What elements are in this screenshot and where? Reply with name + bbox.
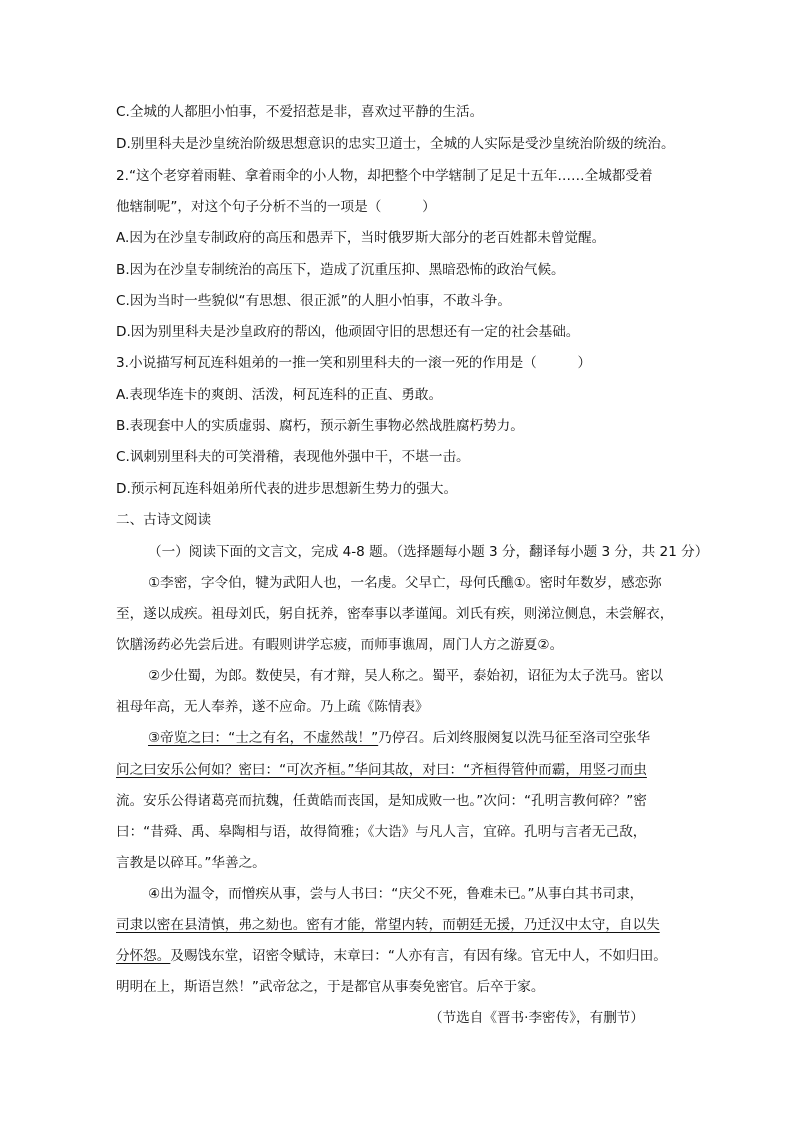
q2-option-a: A.因为在沙皇专制政府的高压和愚弄下，当时俄罗斯大部分的老百姓都未曾觉醒。 <box>116 230 606 246</box>
q3-option-a: A.表现华连卡的爽朗、活泼，柯瓦连科的正直、勇敢。 <box>116 387 443 403</box>
q3-option-b: B.表现套中人的实质虚弱、腐朽，预示新生事物必然战胜腐朽势力。 <box>116 418 524 434</box>
q3-option-c: C.讽刺别里科夫的可笑滑稽，表现他外强中干，不堪一击。 <box>116 449 470 465</box>
passage-p3-line1 <box>148 728 774 748</box>
section-intro: （一）阅读下面的文言文，完成 4-8 题。（选择题每小题 3 分，翻译每小题 3 分，共 21 分） <box>148 544 709 560</box>
passage-p4-line3 <box>116 946 774 966</box>
passage-p3-line4: 曰：“昔舜、禹、皋陶相与语，故得简雅；《大诰》与凡人言，宜碎。孔明与言者无己敌， <box>116 824 647 840</box>
q1-option-d: D.别里科夫是沙皇统治阶级思想意识的忠实卫道士，全城的人实际是受沙皇统治阶级的统治。 <box>116 136 675 152</box>
underlined-phrase: 分怀怨。 <box>116 948 171 964</box>
section-heading: 二、古诗文阅读 <box>116 512 212 528</box>
q2-stem-line2: 他辖制呢”，对这个句子分析不当的一项是（ ） <box>116 199 436 215</box>
passage-p4-line1: ④出为温令，而憎疾从事，尝与人书曰：“庆父不死，鲁难未已。”从事白其书司隶， <box>148 886 644 902</box>
passage-p1-line1: ①李密，字令伯，犍为武阳人也，一名虔。父早亡，母何氏醮①。密时年数岁，感恋弥 <box>148 575 662 591</box>
passage-p1-line3: 饮膳汤药必先尝后进。有暇则讲学忘疲，而师事谯周，周门人方之游夏②。 <box>116 637 564 653</box>
q2-stem-line1: 2.“这个老穿着雨鞋、拿着雨伞的小人物，却把整个中学辖制了足足十五年……全城都受着 <box>116 168 653 184</box>
passage-p4-line4: 明明在上，斯语岂然！”武帝忿之，于是都官从事奏免密官。后卒于家。 <box>116 979 545 995</box>
passage-p4-line3-rest: 及赐饯东堂，诏密令赋诗，末章曰：“人亦有言，有因有缘。官无中人，不如归田。 <box>170 948 667 964</box>
passage-p4-line2: 司隶以密在县清慎，弗之劾也。密有才能，常望内转，而朝廷无援，乃迁汉中太守，自以失 <box>116 917 660 933</box>
q2-option-d: D.因为别里科夫是沙皇政府的帮凶，他顽固守旧的思想还有一定的社会基础。 <box>116 324 580 340</box>
passage-p2-line2: 祖母年高，无人奉养，遂不应命。乃上疏《陈情表》 <box>116 699 429 715</box>
passage-p3-line5: 言教是以碎耳。”华善之。 <box>116 855 266 871</box>
passage-p2-line1: ②少仕蜀，为郎。数使吴，有才辩，吴人称之。蜀平，泰始初，诏征为太子洗马。密以 <box>148 668 664 684</box>
underlined-quote: ③帝览之曰：“士之有名，不虚然哉！” <box>148 730 379 746</box>
q3-stem: 3.小说描写柯瓦连科姐弟的一推一笑和别里科夫的一滚一死的作用是（ ） <box>116 355 592 371</box>
passage-p1-line2: 至，遂以成疾。祖母刘氏，躬自抚养，密奉事以孝谨闻。刘氏有疾，则涕泣侧息，未尝解衣， <box>116 606 674 622</box>
q1-option-c: C.全城的人都胆小怕事，不爱招惹是非，喜欢过平静的生活。 <box>116 104 484 120</box>
passage-p3-line1-rest: 乃停召。后刘终服阕复以洗马征至洛司空张华 <box>378 730 651 746</box>
q2-option-b: B.因为在沙皇专制统治的高压下，造成了沉重压抑、黑暗恐怖的政治气候。 <box>116 262 565 278</box>
passage-p3-line2: 问之曰安乐公何如？密曰：“可次齐桓。”华问其故，对曰：“齐桓得管仲而霸，用竖刁而虫 <box>116 762 647 778</box>
passage-source: （节选自《晋书·李密传》，有删节） <box>428 1010 644 1026</box>
passage-p3-line3: 流。安乐公得诸葛亮而抗魏，任黄皓而丧国，是知成败一也。”次问：“孔明言教何碎？”密 <box>116 793 647 809</box>
q2-option-c: C.因为当时一些貌似“有思想、很正派”的人胆小怕事，不敢斗争。 <box>116 293 511 309</box>
q3-option-d: D.预示柯瓦连科姐弟所代表的进步思想新生势力的强大。 <box>116 481 458 497</box>
